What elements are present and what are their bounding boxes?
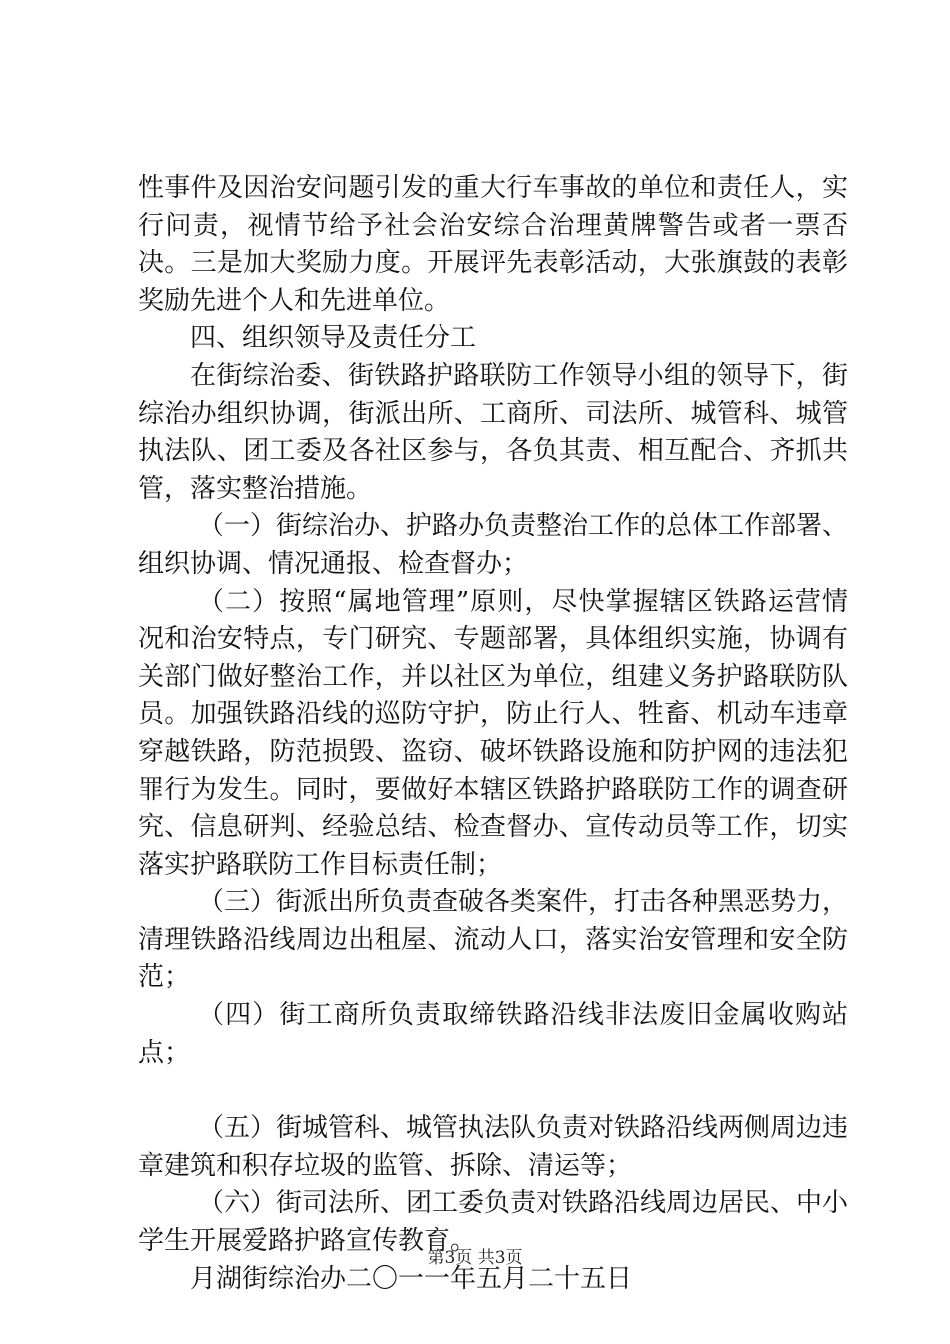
paragraph-item-3: （三）街派出所负责查破各类案件，打击各种黑恶势力，清理铁路沿线周边出租屋、流动人口，落实治安管理和安全防范； (138, 887, 849, 993)
section-heading: 四、组织领导及责任分工 (190, 323, 477, 354)
paragraph-item-4: （四）街工商所负责取缔铁路沿线非法废旧金属收购站点； (138, 1000, 848, 1068)
document-body (138, 170, 848, 1298)
signature-date-line: 月湖街综治办二〇一一年五月二十五日 (190, 1263, 633, 1294)
paragraph-leadership: 在街综治委、街铁路护路联防工作领导小组的领导下，街综治办组织协调，街派出所、工商所、司法所、城管科、城管执法队、团工委及各社区参与，各负其责、相互配合、齐抓共管，落实整治措施。 (138, 360, 848, 504)
paragraph-item-2: （二）按照“属地管理”原则，尽快掌握辖区铁路运营情况和治安特点，专门研究、专题部署，具体组织实施，协调有关部门做好整治工作，并以社区为单位，组建义务护路联防队员。加强铁路沿线的巡防守护，防止行人、牲畜、机动车违章穿越铁路，防范损毁、盗窃、破坏铁路设施和防护网的违法犯罪行为发生。同时，要做好本辖区铁路护路联防工作的调查研究、信息研判、经验总结、检查督办、宣传动员等工作，切实落实护路联防工作目标责任制； (138, 586, 848, 880)
page-number-footer: 第3页 共3页 (427, 1248, 523, 1268)
paragraph-item-6: （六）街司法所、团工委负责对铁路沿线周边居民、中小学生开展爱路护路宣传教育。 (138, 1188, 849, 1257)
paragraph-continuation: 性事件及因治安问题引发的重大行车事故的单位和责任人，实行问责，视情节给予社会治安综合治理黄牌警告或者一票否决。三是加大奖励力度。开展评先表彰活动，大张旗鼓的表彰奖励先进个人和先进单位。 (138, 173, 848, 316)
blank-line (138, 1072, 848, 1110)
paragraph-item-5: （五）街城管科、城管执法队负责对铁路沿线两侧周边违章建筑和积存垃圾的监管、拆除、清运等； (138, 1113, 849, 1181)
paragraph-item-1: （一）街综治办、护路办负责整治工作的总体工作部署、组织协调、情况通报、检查督办； (138, 511, 849, 579)
